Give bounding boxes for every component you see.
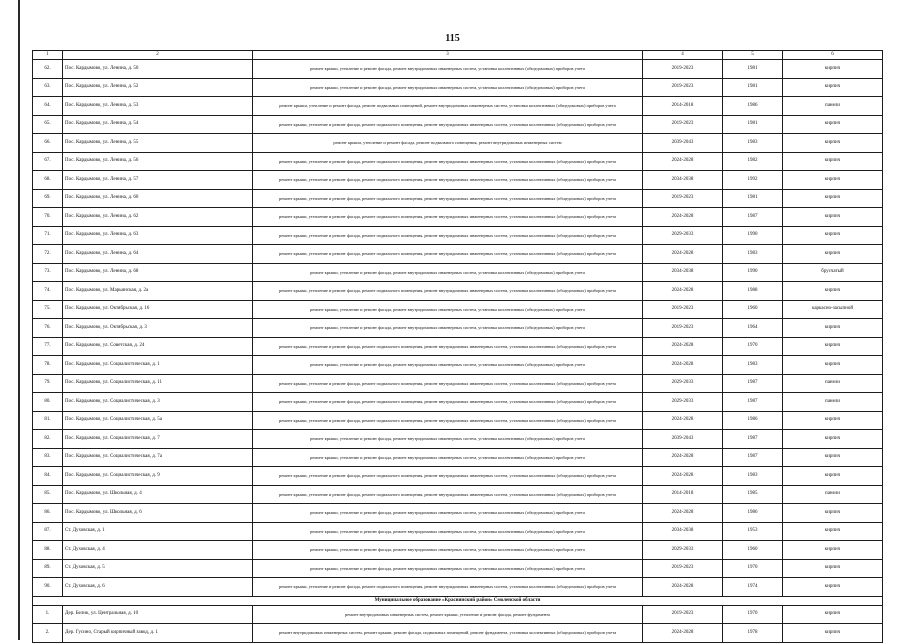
wall-material: кирпич xyxy=(783,411,883,430)
page-number: 115 xyxy=(445,33,460,44)
table-row xyxy=(33,263,883,282)
table-row xyxy=(33,115,883,134)
planned-period: 2024-2028 xyxy=(643,448,723,467)
repair-works: ремонт крыши, утепление и ремонт фасада, ремонт внутридомовых инженерных систем, установка коллективных (общедомовых) приборов учета xyxy=(253,522,643,541)
building-address: Пос. Кардымово, ул. Ленина, д. 55 xyxy=(63,134,253,153)
column-header: 1 xyxy=(33,51,63,60)
year-built: 1986 xyxy=(723,411,783,430)
year-built: 1983 xyxy=(723,245,783,264)
table-row xyxy=(33,485,883,504)
year-built: 1986 xyxy=(723,97,783,116)
table-row xyxy=(33,578,883,597)
year-built: 1983 xyxy=(723,467,783,486)
table-row xyxy=(33,152,883,171)
building-address: Пос. Кардымово, ул. Ленина, д. 50 xyxy=(63,60,253,79)
repair-works: ремонт крыши, утепление и ремонт фасада, ремонт подвального помещения, ремонт внутридомовых инженерных систем, установка коллективных (общедомовых) приборов учета xyxy=(253,485,643,504)
repair-works: ремонт крыши, утепление и ремонт фасада, ремонт подвального помещения, ремонт внутридомовых инженерных систем, установка коллективных (общедомовых) приборов учета xyxy=(253,467,643,486)
table-row xyxy=(33,226,883,245)
repair-works: ремонт крыши, утепление и ремонт фасада, ремонт внутридомовых инженерных систем, установка коллективных (общедомовых) приборов учета xyxy=(253,504,643,523)
repair-works: ремонт крыши, утепление и ремонт фасада, ремонт внутридомовых инженерных систем, установка коллективных (общедомовых) приборов учета xyxy=(253,78,643,97)
row-number: 62. xyxy=(33,60,63,79)
building-address: Пос. Кардымово, ул. Марьинская, д. 2а xyxy=(63,282,253,301)
wall-material: панели xyxy=(783,393,883,412)
planned-period: 2014-2018 xyxy=(643,97,723,116)
repair-works: ремонт крыши, утепление и ремонт фасада, ремонт внутридомовых инженерных систем, установка коллективных (общедомовых) приборов учета xyxy=(253,559,643,578)
wall-material: кирпич xyxy=(783,319,883,338)
building-address: Пос. Кардымово, ул. Октябрьская, д. 3 xyxy=(63,319,253,338)
building-address: Пос. Кардымово, ул. Ленина, д. 68 xyxy=(63,263,253,282)
row-number: 80. xyxy=(33,393,63,412)
wall-material: кирпич xyxy=(783,226,883,245)
year-built: 1988 xyxy=(723,282,783,301)
repair-works: ремонт крыши, утепление и ремонт фасада, ремонт внутридомовых инженерных систем, установка коллективных (общедомовых) приборов учета xyxy=(253,448,643,467)
row-number: 77. xyxy=(33,337,63,356)
building-address: Пос. Кардымово, ул. Ленина, д. 56 xyxy=(63,152,253,171)
table-row xyxy=(33,282,883,301)
planned-period: 2019-2023 xyxy=(643,559,723,578)
row-number: 85. xyxy=(33,485,63,504)
planned-period: 2019-2023 xyxy=(643,189,723,208)
planned-period: 2024-2028 xyxy=(643,411,723,430)
planned-period: 2039-2043 xyxy=(643,430,723,449)
table-row xyxy=(33,60,883,79)
wall-material: кирпич xyxy=(783,504,883,523)
row-number: 86. xyxy=(33,504,63,523)
planned-period: 2024-2028 xyxy=(643,356,723,375)
year-built: 1987 xyxy=(723,393,783,412)
building-address: Ст. Духовская, д. 1 xyxy=(63,522,253,541)
year-built: 1953 xyxy=(723,522,783,541)
wall-material: кирпич xyxy=(783,134,883,153)
table-row xyxy=(33,374,883,393)
year-built: 1970 xyxy=(723,337,783,356)
year-built: 1987 xyxy=(723,208,783,227)
row-number: 2. xyxy=(33,624,63,643)
table-row xyxy=(33,208,883,227)
building-address: Ст. Духовская, д. 4 xyxy=(63,541,253,560)
table-row xyxy=(33,605,883,624)
planned-period: 2019-2023 xyxy=(643,319,723,338)
repair-works: ремонт крыши, утепление и ремонт фасада, ремонт подвального помещения, ремонт внутридомовых инженерных систем, установка коллективных (общедомовых) приборов учета xyxy=(253,578,643,597)
table-row xyxy=(33,337,883,356)
column-header: 5 xyxy=(723,51,783,60)
planned-period: 2029-2033 xyxy=(643,374,723,393)
table-row xyxy=(33,411,883,430)
row-number: 70. xyxy=(33,208,63,227)
repair-works: ремонт крыши, утепление и ремонт фасада, ремонт подвального помещения, ремонт внутридомовых инженерных систем, установка коллективных (общедомовых) приборов учета xyxy=(253,411,643,430)
year-built: 1981 xyxy=(723,115,783,134)
building-address: Пос. Кардымово, ул. Социалистическая, д. 7 xyxy=(63,430,253,449)
year-built: 1986 xyxy=(723,504,783,523)
building-address: Пос. Кардымово, ул. Школьная, д. 6 xyxy=(63,504,253,523)
wall-material: кирпич xyxy=(783,356,883,375)
wall-material: кирпич xyxy=(783,189,883,208)
wall-material: кирпич xyxy=(783,282,883,301)
row-number: 65. xyxy=(33,115,63,134)
wall-material: каркасно-засыпной xyxy=(783,300,883,319)
column-header: 3 xyxy=(253,51,643,60)
repair-works: ремонт крыши, утепление и ремонт фасада, ремонт подвального помещения, ремонт внутридомовых инженерных систем, установка коллективных (общедомовых) приборов учета xyxy=(253,374,643,393)
building-address: Пос. Кардымово, ул. Ленина, д. 60 xyxy=(63,189,253,208)
building-address: Пос. Кардымово, ул. Ленина, д. 63 xyxy=(63,226,253,245)
column-header: 6 xyxy=(783,51,883,60)
repair-works: ремонт крыши, утепление и ремонт фасада, ремонт подвального помещения, ремонт внутридомовых инженерных систем, установка коллективных (общедомовых) приборов учета xyxy=(253,337,643,356)
year-built: 1987 xyxy=(723,374,783,393)
building-address: Пос. Кардымово, ул. Ленина, д. 62 xyxy=(63,208,253,227)
table-row xyxy=(33,171,883,190)
planned-period: 2024-2028 xyxy=(643,152,723,171)
row-number: 66. xyxy=(33,134,63,153)
table-row xyxy=(33,504,883,523)
planned-period: 2019-2023 xyxy=(643,605,723,624)
building-address: Ст. Духовская, д. 5 xyxy=(63,559,253,578)
row-number: 68. xyxy=(33,171,63,190)
section-title: Муниципальное образование «Краснинский район» Смоленской области xyxy=(33,596,883,605)
housing-repair-register-table xyxy=(32,50,883,643)
wall-material: кирпич xyxy=(783,541,883,560)
planned-period: 2019-2023 xyxy=(643,300,723,319)
planned-period: 2024-2028 xyxy=(643,337,723,356)
repair-works: ремонт крыши, утепление и ремонт фасада, ремонт подвального помещения, ремонт внутридомовых инженерных систем, установка коллективных (общедомовых) приборов учета xyxy=(253,282,643,301)
building-address: Дер. Гусино, Старый кирпичный завод, д. 1 xyxy=(63,624,253,643)
building-address: Пос. Кардымово, ул. Октябрьская, д. 16 xyxy=(63,300,253,319)
row-number: 87. xyxy=(33,522,63,541)
row-number: 84. xyxy=(33,467,63,486)
row-number: 89. xyxy=(33,559,63,578)
table-row xyxy=(33,448,883,467)
repair-works: ремонт крыши, утепление и ремонт фасада, ремонт подвального помещения, ремонт внутридомовых инженерных систем, установка коллективных (общедомовых) приборов учета xyxy=(253,226,643,245)
building-address: Пос. Кардымово, ул. Ленина, д. 64 xyxy=(63,245,253,264)
wall-material: кирпич xyxy=(783,430,883,449)
planned-period: 2024-2028 xyxy=(643,504,723,523)
wall-material: кирпич xyxy=(783,578,883,597)
wall-material: кирпич xyxy=(783,522,883,541)
repair-works: ремонт крыши, утепление и ремонт фасада, ремонт внутридомовых инженерных систем, установка коллективных (общедомовых) приборов учета xyxy=(253,430,643,449)
year-built: 1974 xyxy=(723,578,783,597)
row-number: 75. xyxy=(33,300,63,319)
repair-works: ремонт крыши, утепление и ремонт фасада, ремонт подвального помещения, ремонт внутридомовых инженерных систем, установка коллективных (общедомовых) приборов учета xyxy=(253,245,643,264)
year-built: 1970 xyxy=(723,605,783,624)
planned-period: 2024-2028 xyxy=(643,467,723,486)
row-number: 67. xyxy=(33,152,63,171)
row-number: 1. xyxy=(33,605,63,624)
building-address: Пос. Кардымово, ул. Социалистическая, д. 9 xyxy=(63,467,253,486)
building-address: Ст. Духовская, д. 6 xyxy=(63,578,253,597)
building-address: Дер. Белик, ул. Центральная, д. 10 xyxy=(63,605,253,624)
column-header: 2 xyxy=(63,51,253,60)
repair-works: ремонт крыши, утепление и ремонт фасада, ремонт внутридомовых инженерных систем, установка коллективных (общедомовых) приборов учета xyxy=(253,263,643,282)
building-address: Пос. Кардымово, ул. Социалистическая, д. 3 xyxy=(63,393,253,412)
building-address: Пос. Кардымово, ул. Социалистическая, д. 7а xyxy=(63,448,253,467)
planned-period: 2019-2023 xyxy=(643,60,723,79)
wall-material: кирпич xyxy=(783,171,883,190)
table-row xyxy=(33,97,883,116)
year-built: 1981 xyxy=(723,78,783,97)
year-built: 1981 xyxy=(723,189,783,208)
planned-period: 2014-2018 xyxy=(643,485,723,504)
building-address: Пос. Кардымово, ул. Ленина, д. 54 xyxy=(63,115,253,134)
planned-period: 2019-2023 xyxy=(643,115,723,134)
repair-works: ремонт крыши, утепление и ремонт фасада, ремонт подвального помещения, ремонт внутридомовых инженерных систем, установка коллективных (общедомовых) приборов учета xyxy=(253,171,643,190)
wall-material: кирпич xyxy=(783,245,883,264)
year-built: 1964 xyxy=(723,319,783,338)
table-row xyxy=(33,624,883,643)
planned-period: 2029-2033 xyxy=(643,541,723,560)
row-number: 88. xyxy=(33,541,63,560)
planned-period: 2024-2028 xyxy=(643,578,723,597)
table-row xyxy=(33,393,883,412)
year-built: 1985 xyxy=(723,485,783,504)
column-header: 4 xyxy=(643,51,723,60)
planned-period: 2029-2033 xyxy=(643,226,723,245)
row-number: 82. xyxy=(33,430,63,449)
building-address: Пос. Кардымово, ул. Социалистическая, д. 1 xyxy=(63,356,253,375)
wall-material: панели xyxy=(783,485,883,504)
building-address: Пос. Кардымово, ул. Ленина, д. 53 xyxy=(63,97,253,116)
table-row xyxy=(33,300,883,319)
planned-period: 2029-2033 xyxy=(643,393,723,412)
row-number: 81. xyxy=(33,411,63,430)
row-number: 76. xyxy=(33,319,63,338)
table-row xyxy=(33,467,883,486)
row-number: 78. xyxy=(33,356,63,375)
planned-period: 2039-2043 xyxy=(643,134,723,153)
repair-works: ремонт крыши, утепление и ремонт фасада, ремонт подвального помещения, ремонт внутридомовых инженерных систем, установка коллективных (общедомовых) приборов учета xyxy=(253,189,643,208)
planned-period: 2024-2028 xyxy=(643,624,723,643)
year-built: 1982 xyxy=(723,152,783,171)
row-number: 90. xyxy=(33,578,63,597)
table-row xyxy=(33,78,883,97)
row-number: 73. xyxy=(33,263,63,282)
wall-material: кирпич xyxy=(783,208,883,227)
planned-period: 2024-2028 xyxy=(643,282,723,301)
year-built: 1990 xyxy=(723,226,783,245)
repair-works: ремонт крыши, утепление и ремонт фасада, ремонт внутридомовых инженерных систем, установка коллективных (общедомовых) приборов учета xyxy=(253,319,643,338)
repair-works: ремонт крыши, утепление и ремонт фасада, ремонт подвального помещения, ремонт внутридомовых инженерных систем xyxy=(253,134,643,153)
row-number: 69. xyxy=(33,189,63,208)
year-built: 1987 xyxy=(723,430,783,449)
wall-material: кирпич xyxy=(783,559,883,578)
building-address: Пос. Кардымово, ул. Социалистическая, д. 5а xyxy=(63,411,253,430)
building-address: Пос. Кардымово, ул. Социалистическая, д. 11 xyxy=(63,374,253,393)
row-number: 64. xyxy=(33,97,63,116)
section-header-row xyxy=(33,596,883,605)
wall-material: кирпич xyxy=(783,115,883,134)
planned-period: 2034-2038 xyxy=(643,263,723,282)
wall-material: кирпич xyxy=(783,60,883,79)
repair-works: ремонт крыши, утепление и ремонт фасада, ремонт внутридомовых инженерных систем, установка коллективных (общедомовых) приборов учета xyxy=(253,300,643,319)
wall-material: кирпич xyxy=(783,337,883,356)
repair-works: ремонт внутридомовых инженерных систем, ремонт крыши, ремонт фасада, подвальных помещений, ремонт фундамента, установка коллективных (общедомовых) приборов учета xyxy=(253,624,643,643)
repair-works: ремонт внутридомовых инженерных систем, ремонт крыши, утепление и ремонт фасада, ремонт фундамента xyxy=(253,605,643,624)
year-built: 1983 xyxy=(723,134,783,153)
repair-works: ремонт крыши, утепление и ремонт фасада, ремонт подвального помещения, ремонт внутридомовых инженерных систем, установка коллективных (общедомовых) приборов учета xyxy=(253,152,643,171)
year-built: 1983 xyxy=(723,356,783,375)
wall-material: брусчатый xyxy=(783,263,883,282)
year-built: 1970 xyxy=(723,559,783,578)
repair-works: ремонт крыши, утепление и ремонт фасада, ремонт внутридомовых инженерных систем, установка коллективных (общедомовых) приборов учета xyxy=(253,541,643,560)
row-number: 71. xyxy=(33,226,63,245)
row-number: 79. xyxy=(33,374,63,393)
table-row xyxy=(33,522,883,541)
row-number: 74. xyxy=(33,282,63,301)
building-address: Пос. Кардымово, ул. Ленина, д. 52 xyxy=(63,78,253,97)
table-row xyxy=(33,245,883,264)
year-built: 1990 xyxy=(723,263,783,282)
repair-works: ремонт крыши, утепление и ремонт фасада, ремонт внутридомовых инженерных систем, установка коллективных (общедомовых) приборов учета xyxy=(253,356,643,375)
wall-material: кирпич xyxy=(783,467,883,486)
year-built: 1992 xyxy=(723,171,783,190)
planned-period: 2034-2038 xyxy=(643,522,723,541)
year-built: 1960 xyxy=(723,541,783,560)
year-built: 1987 xyxy=(723,448,783,467)
planned-period: 2024-2028 xyxy=(643,208,723,227)
row-number: 72. xyxy=(33,245,63,264)
repair-works: ремонт крыши, утепление и ремонт фасада, ремонт подвальных помещений, ремонт внутридомовых инженерных систем, установка коллективных (общедомовых) приборов учета xyxy=(253,97,643,116)
table-row xyxy=(33,559,883,578)
wall-material: панели xyxy=(783,374,883,393)
row-number: 83. xyxy=(33,448,63,467)
planned-period: 2024-2028 xyxy=(643,245,723,264)
wall-material: кирпич xyxy=(783,448,883,467)
building-address: Пос. Кардымово, ул. Советская, д. 24 xyxy=(63,337,253,356)
row-number: 63. xyxy=(33,78,63,97)
table-row xyxy=(33,430,883,449)
table-row xyxy=(33,356,883,375)
planned-period: 2034-2038 xyxy=(643,171,723,190)
planned-period: 2019-2023 xyxy=(643,78,723,97)
wall-material: кирпич xyxy=(783,152,883,171)
wall-material: кирпич xyxy=(783,605,883,624)
year-built: 1978 xyxy=(723,624,783,643)
repair-works: ремонт крыши, утепление и ремонт фасада, ремонт внутридомовых инженерных систем, установка коллективных (общедомовых) приборов учета xyxy=(253,60,643,79)
page-binding-rule xyxy=(18,0,20,640)
year-built: 1960 xyxy=(723,300,783,319)
column-number-row xyxy=(33,51,883,60)
building-address: Пос. Кардымово, ул. Ленина, д. 57 xyxy=(63,171,253,190)
repair-works: ремонт крыши, утепление и ремонт фасада, ремонт подвального помещения, ремонт внутридомовых инженерных систем, установка коллективных (общедомовых) приборов учета xyxy=(253,393,643,412)
wall-material: кирпич xyxy=(783,78,883,97)
table-row xyxy=(33,541,883,560)
repair-works: ремонт крыши, утепление и ремонт фасада, ремонт подвального помещения, ремонт внутридомовых инженерных систем, установка коллективных (общедомовых) приборов учета xyxy=(253,208,643,227)
wall-material: кирпич xyxy=(783,624,883,643)
table-row xyxy=(33,189,883,208)
table-row xyxy=(33,134,883,153)
building-address: Пос. Кардымово, ул. Школьная, д. 4 xyxy=(63,485,253,504)
repair-works: ремонт крыши, утепление и ремонт фасада, ремонт подвального помещения, ремонт внутридомовых инженерных систем, установка коллективных (общедомовых) приборов учета xyxy=(253,115,643,134)
table-row xyxy=(33,319,883,338)
wall-material: панели xyxy=(783,97,883,116)
year-built: 1981 xyxy=(723,60,783,79)
